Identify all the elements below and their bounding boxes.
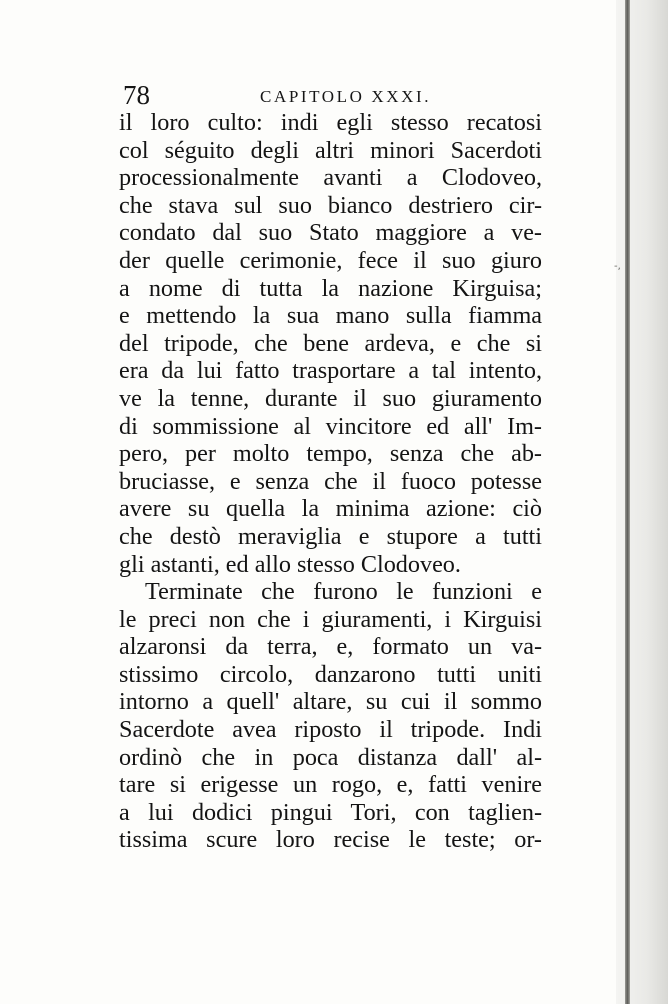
text-line: che destò meraviglia e stupore a tutti (119, 522, 542, 550)
text-line: tare si erigesse un rogo, e, fatti venire (119, 771, 542, 799)
text-line: era da lui fatto trasportare a tal intento, (119, 357, 542, 385)
text-line: tissima scure loro recise le teste; or- (119, 826, 542, 854)
page-number: 78 (123, 80, 150, 110)
text-line: Terminate che furono le funzioni e (145, 578, 542, 606)
paragraph-1 (119, 109, 542, 578)
text-line: avere su quella la minima azione: ciò (119, 495, 542, 523)
text-line: a nome di tutta la nazione Kirguisa; (119, 274, 542, 302)
text-line: alzaronsi da terra, e, formato un va- (119, 633, 542, 661)
chapter-title: CAPITOLO XXXI. (260, 87, 432, 106)
page-binding-edge (625, 0, 630, 1004)
paragraph-2 (119, 578, 542, 854)
text-line: intorno a quell' altare, su cui il sommo (119, 688, 542, 716)
text-line: bruciasse, e senza che il fuoco potesse (119, 467, 542, 495)
margin-mark: -, (614, 261, 621, 272)
text-line: gli astanti, ed allo stesso Clodoveo. (119, 550, 461, 578)
text-line: ve la tenne, durante il suo giuramento (119, 384, 542, 412)
text-line: processionalmente avanti a Clodoveo, (119, 164, 542, 192)
body-text (119, 109, 542, 854)
text-line: le preci non che i giuramenti, i Kirguisi (119, 605, 542, 633)
page-edge-shadow (616, 0, 668, 1004)
text-line: col séguito degli altri minori Sacerdoti (119, 136, 542, 164)
text-line: der quelle cerimonie, fece il suo giuro (119, 246, 542, 274)
running-header (120, 78, 540, 112)
text-line: del tripode, che bene ardeva, e che si (119, 329, 542, 357)
text-line: il loro culto: indi egli stesso recatosi (119, 109, 542, 136)
text-line: di sommissione al vincitore ed all' Im- (119, 412, 542, 440)
text-line: a lui dodici pingui Tori, con taglien- (119, 798, 542, 826)
text-line: condato dal suo Stato maggiore a ve- (119, 219, 542, 247)
text-line: stissimo circolo, danzarono tutti uniti (119, 660, 542, 688)
text-line: ordinò che in poca distanza dall' al- (119, 743, 542, 771)
text-line: e mettendo la sua mano sulla fiamma (119, 302, 542, 330)
text-line: pero, per molto tempo, senza che ab- (119, 440, 542, 468)
text-line: che stava sul suo bianco destriero cir- (119, 191, 542, 219)
text-line: Sacerdote avea riposto il tripode. Indi (119, 716, 542, 744)
